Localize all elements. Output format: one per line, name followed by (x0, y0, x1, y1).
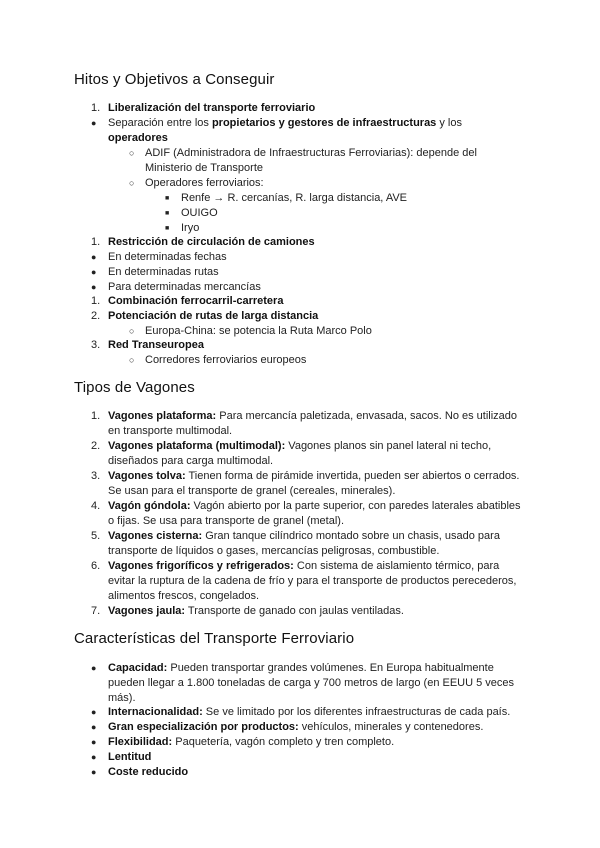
list-item: Liberalización del transporte ferroviario (108, 102, 316, 114)
list-item-continuation: Ministerio de Transporte (145, 162, 263, 174)
list-item: Flexibilidad: Paquetería, vagón completo y tren completo. (108, 736, 395, 748)
bullet-icon: ● (91, 707, 97, 717)
list-item: Potenciación de rutas de larga distancia (108, 310, 319, 322)
list-item: Vagones frigoríficos y refrigerados: Con sistema de aislamiento térmico, para (108, 560, 500, 572)
list-item: Lentitud (108, 751, 152, 763)
list-item: Coste reducido (108, 766, 189, 778)
list-marker: 5. (91, 530, 101, 542)
square-bullet-icon: ■ (165, 195, 170, 202)
list-item-continuation: evitar la ruptura de la cadena de frío y para el transporte de productos perecederos, (108, 575, 517, 587)
list-item: Restricción de circulación de camiones (108, 236, 315, 248)
list-item: Capacidad: Pueden transportar grandes volúmenes. En Europa habitualmente (108, 662, 494, 674)
bullet-icon: ● (91, 252, 97, 262)
circle-bullet-icon: ○ (129, 326, 135, 336)
list-marker: 1. (91, 236, 101, 248)
section-heading-caracteristicas: Características del Transporte Ferroviario (74, 630, 355, 647)
list-item: En determinadas rutas (108, 266, 219, 278)
bullet-icon: ● (91, 752, 97, 762)
circle-bullet-icon: ○ (129, 355, 135, 365)
list-item: Gran especialización por productos: vehículos, minerales y contenedores. (108, 721, 484, 733)
list-item: Internacionalidad: Se ve limitado por los diferentes infraestructuras de cada país. (108, 706, 511, 718)
list-marker: 1. (91, 102, 101, 114)
list-item-continuation: transporte de líquidos o gases, mercancías peligrosas, combustible. (108, 545, 440, 557)
list-marker: 2. (91, 310, 101, 322)
list-marker: 1. (91, 295, 101, 307)
circle-bullet-icon: ○ (129, 148, 135, 158)
bullet-icon: ● (91, 767, 97, 777)
bullet-icon: ● (91, 663, 97, 673)
list-item: Combinación ferrocarril-carretera (108, 295, 284, 307)
list-marker: 3. (91, 470, 101, 482)
list-marker: 4. (91, 500, 101, 512)
list-item: Vagones plataforma (multimodal): Vagones planos sin panel lateral ni techo, (108, 440, 492, 452)
list-item: Vagón góndola: Vagón abierto por la parte superior, con paredes laterales abatibles (108, 500, 521, 512)
list-item-continuation: pueden llegar a 1.800 toneladas de carga y 700 metros de largo (en EEUU 5 veces (108, 677, 515, 689)
list-item: Europa-China: se potencia la Ruta Marco Polo (145, 325, 372, 337)
section-heading-vagones: Tipos de Vagones (74, 379, 195, 396)
list-item: Red Transeuropea (108, 339, 204, 351)
list-item: Vagones jaula: Transporte de ganado con jaulas ventiladas. (108, 605, 404, 617)
list-marker: 6. (91, 560, 101, 572)
section-heading-hitos: Hitos y Objetivos a Conseguir (74, 71, 275, 88)
list-item: Separación entre los propietarios y gestores de infraestructuras y los (108, 117, 462, 129)
bullet-icon: ● (91, 722, 97, 732)
list-item-continuation: más). (108, 692, 136, 704)
list-item: Vagones cisterna: Gran tanque cilíndrico montado sobre un chasis, usado para (108, 530, 500, 542)
list-marker: 1. (91, 410, 101, 422)
list-item-continuation: alimentos frescos, congelados. (108, 590, 260, 602)
list-item-continuation: o fijas. Se usa para transporte de granel (metal). (108, 515, 345, 527)
bullet-icon: ● (91, 267, 97, 277)
square-bullet-icon: ■ (165, 225, 170, 232)
list-item-continuation: Se usan para el transporte de granel (cereales, minerales). (108, 485, 396, 497)
list-item-continuation: operadores (108, 132, 168, 144)
bullet-icon: ● (91, 118, 97, 128)
list-item: OUIGO (181, 207, 218, 219)
list-marker: 7. (91, 605, 101, 617)
list-item-continuation: en transporte multimodal. (108, 425, 233, 437)
list-item: Corredores ferroviarios europeos (145, 354, 307, 366)
list-item: Iryo (181, 222, 200, 234)
circle-bullet-icon: ○ (129, 178, 135, 188)
list-item: Vagones tolva: Tienen forma de pirámide invertida, pueden ser abiertos o cerrados. (108, 470, 520, 482)
list-item: Para determinadas mercancías (108, 281, 261, 293)
list-item: Operadores ferroviarios: (145, 177, 264, 189)
list-item: ADIF (Administradora de Infraestructuras Ferroviarias): depende del (145, 147, 477, 159)
list-item: Vagones plataforma: Para mercancía paletizada, envasada, sacos. No es utilizado (108, 410, 518, 422)
list-marker: 2. (91, 440, 101, 452)
bullet-icon: ● (91, 282, 97, 292)
square-bullet-icon: ■ (165, 210, 170, 217)
bullet-icon: ● (91, 737, 97, 747)
list-item: En determinadas fechas (108, 251, 227, 263)
list-item: Renfe → R. cercanías, R. larga distancia, AVE (181, 192, 408, 204)
list-item-continuation: diseñados para carga multimodal. (108, 455, 274, 467)
list-marker: 3. (91, 339, 101, 351)
